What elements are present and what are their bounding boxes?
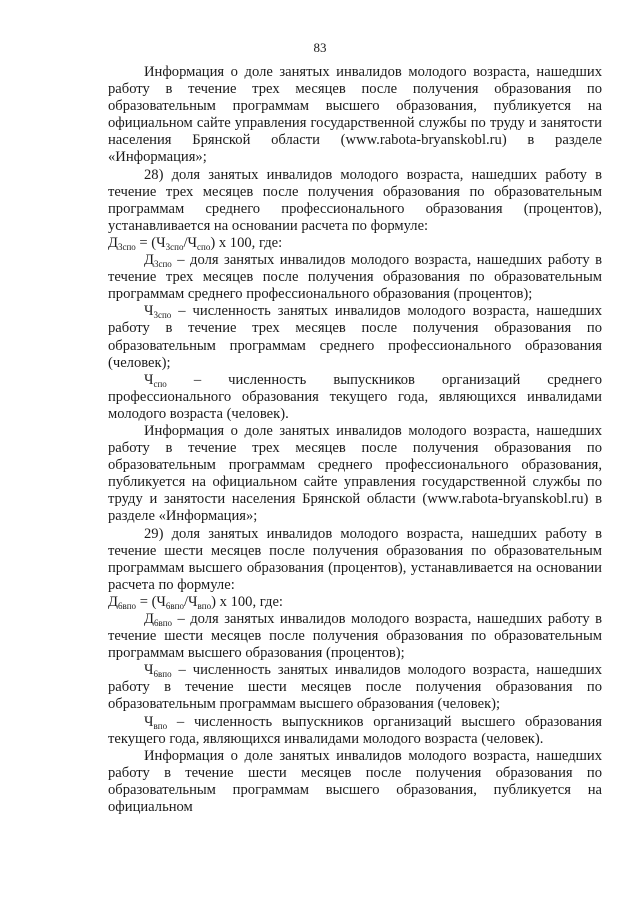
formula-d3spo: $Д_{3спо} = (Ч_{3спо}/Ч_{спо})$ х 100, где: — [108, 234, 283, 252]
document-body — [108, 64, 602, 816]
definition-ch3spo: $Ч_{3спо}$ – численность занятых инвалидов молодого возраста, нашедших работу в течение трех месяцев после получения образования по образовательным программам среднего профессионального образования (человек); — [108, 303, 602, 371]
definition-d3spo: $Д_{3спо}$ – доля занятых инвалидов молодого возраста, нашедших работу в течение трех месяцев после получения образования по образовательным программам среднего профессионального образования (процентов); — [108, 252, 602, 303]
paragraph-item-29: 29) доля занятых инвалидов молодого возраста, нашедших работу в течение шести месяцев после получения образования по образовательным программам высшего образования (процентов), устанавливается на основании расчета по формуле: — [108, 525, 602, 593]
definition-chvpo: $Ч_{впо}$ – численность выпускников организаций высшего образования текущего года, являющихся инвалидами молодого возраста (человек). — [108, 713, 602, 747]
paragraph-item-28: 28) доля занятых инвалидов молодого возраста, нашедших работу в течение трех месяцев после получения образования по образовательным программам среднего профессионального образования (процентов), устанавливается на основании расчета по формуле: — [108, 166, 602, 234]
definition-ch6vpo: $Ч_{6впо}$ – численность занятых инвалидов молодого возраста, нашедших работу в течение шести месяцев после получения образования по образовательным программам высшего образования (человек); — [108, 662, 602, 713]
definition-chspo: $Ч_{спо}$ – численность выпускников организаций среднего профессионального образования текущего года, являющихся инвалидами молодого возраста (человек). — [108, 371, 602, 422]
page-number: 83 — [313, 40, 327, 55]
paragraph-info-higher-6m: Информация о доле занятых инвалидов молодого возраста, нашедших работу в течение шести месяцев после получения образования по образовательным программам высшего образования, публикуется на официальном — [108, 747, 602, 816]
paragraph-info-higher-3m: Информация о доле занятых инвалидов молодого возраста, нашедших работу в течение трех месяцев после получения образования по образовательным программам высшего образования, публикуется на официальном сайте управления государственной службы по труду и занятости населения Брянской области (www.rabota-bryanskobl.ru) в разделе «Информация»; — [108, 64, 602, 166]
paragraph-info-spo-3m: Информация о доле занятых инвалидов молодого возраста, нашедших работу в течение трех месяцев после получения образования по образовательным программам среднего профессионального образования, публикуется на официальном сайте управления государственной службы по труду и занятости населения Брянской области (www.rabota-bryanskobl.ru) в разделе «Информация»; — [108, 422, 602, 525]
definition-d6vpo: $Д_{6впо}$ – доля занятых инвалидов молодого возраста, нашедших работу в течение шести месяцев после получения образования по образовательным программам высшего образования (процентов); — [108, 611, 602, 662]
formula-d6vpo: $Д_{6впо} = (Ч_{6впо}/Ч_{впо})$ х 100, где: — [108, 593, 283, 611]
